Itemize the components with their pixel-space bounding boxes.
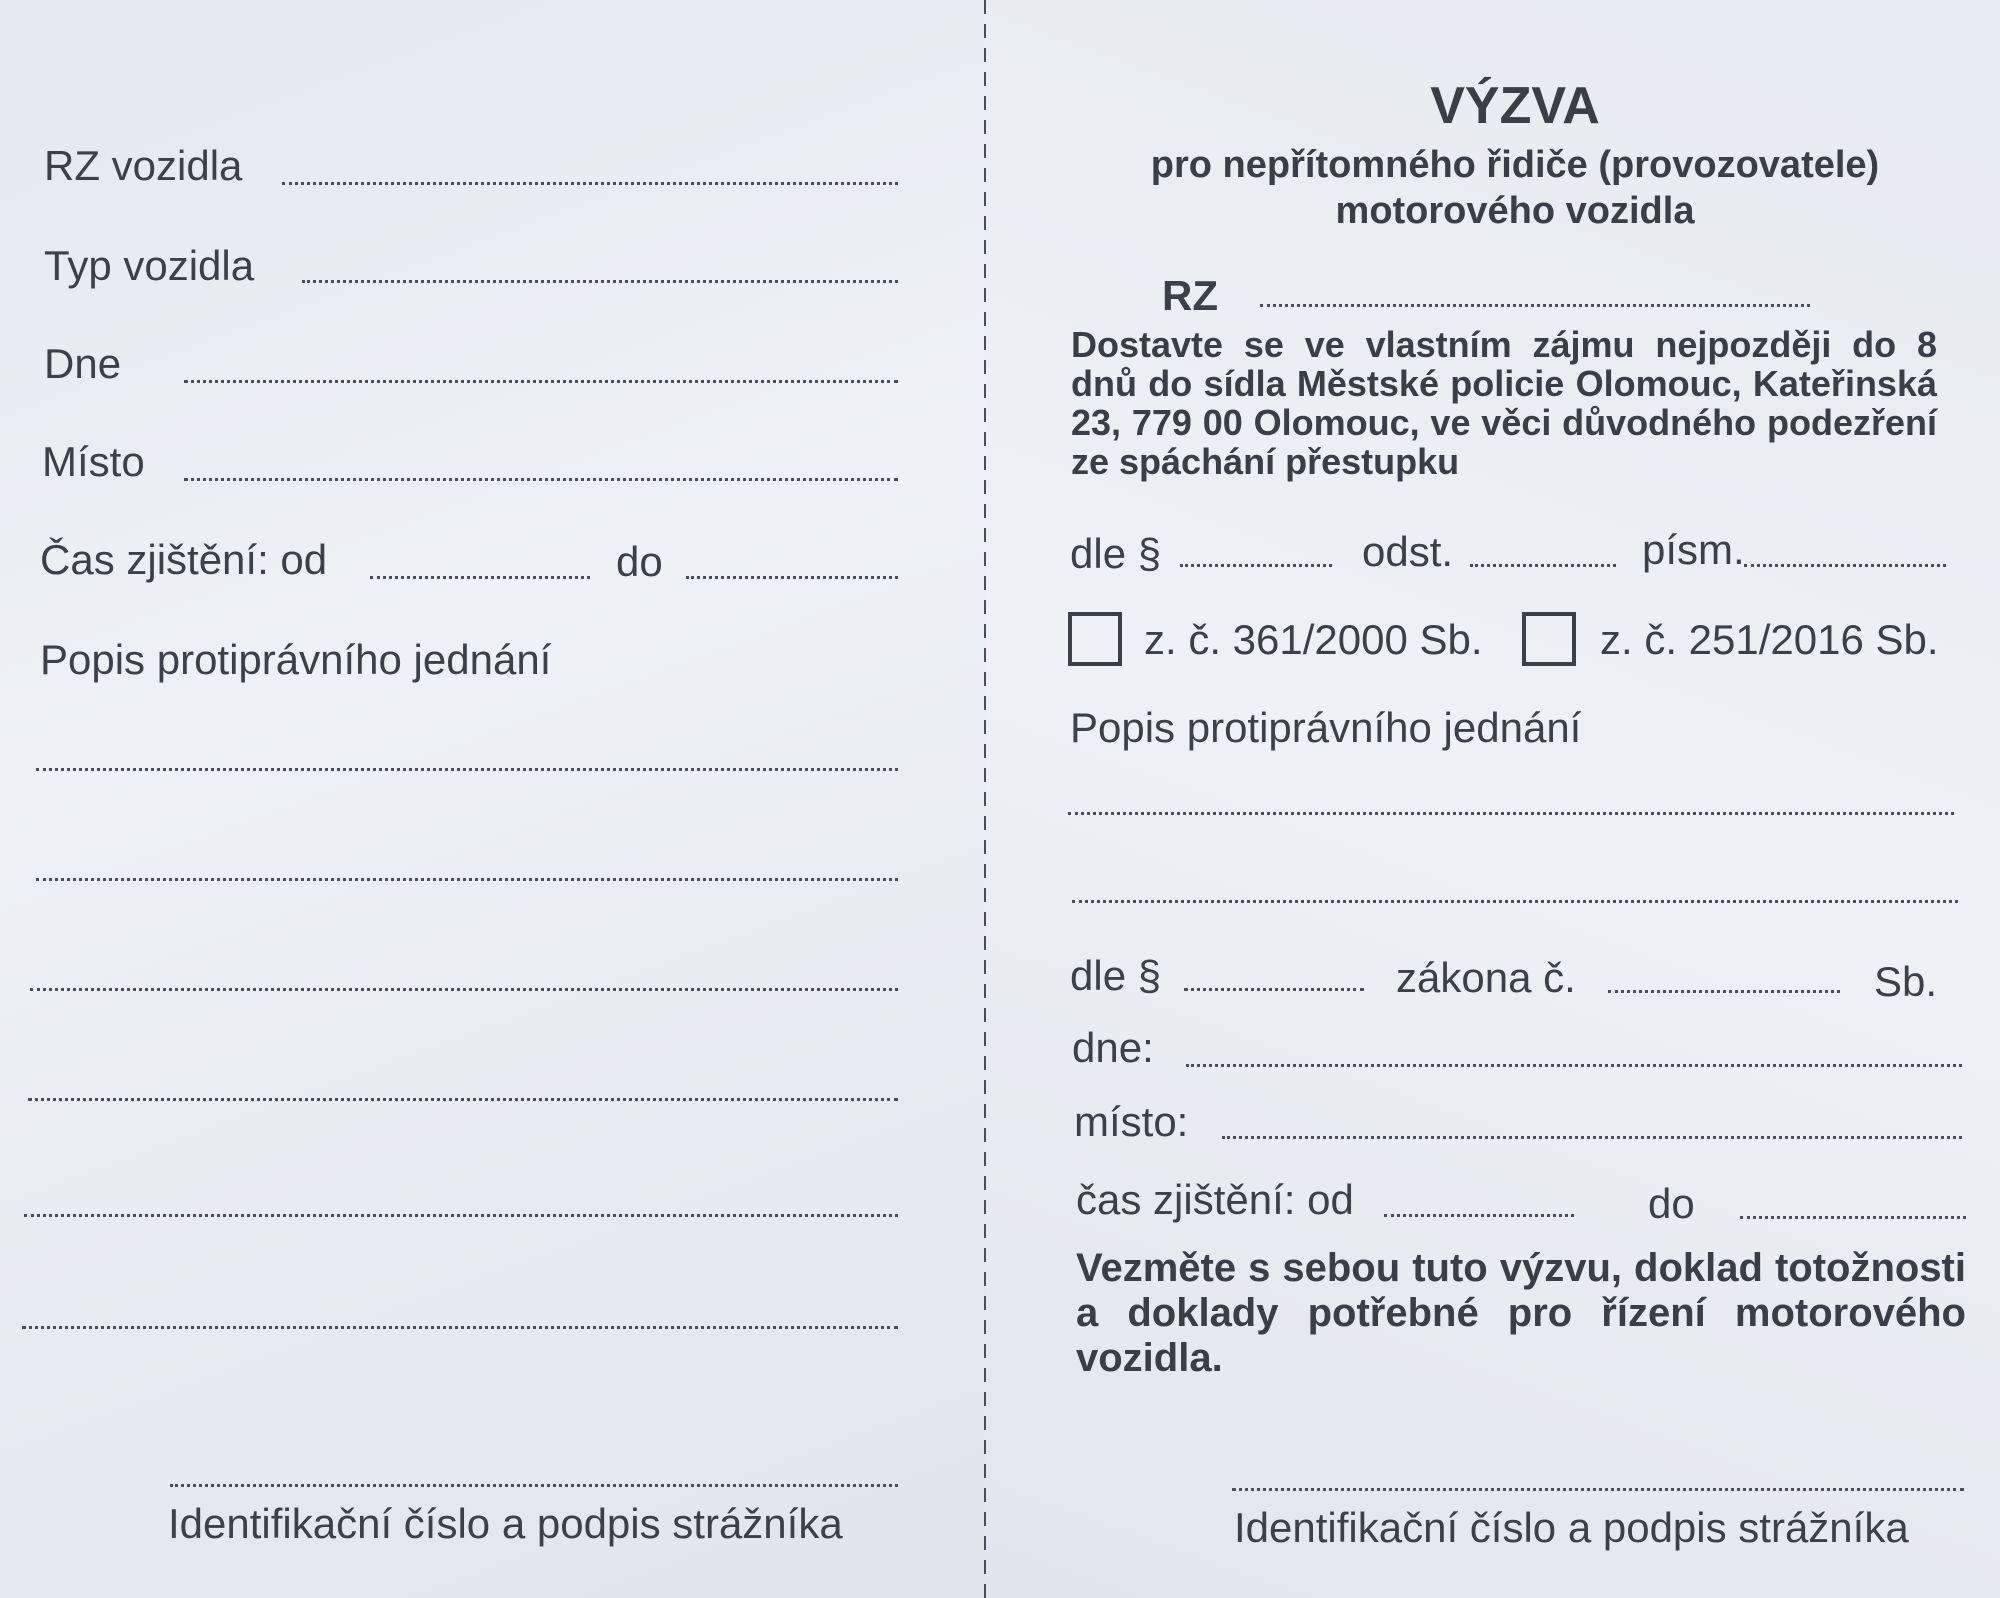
form-subtitle-line1: pro nepřítomného řidiče (provozovatele)	[1150, 144, 1880, 186]
left-signature-caption: Identifikační číslo a podpis strážníka	[168, 1500, 843, 1547]
pism-field[interactable]	[1744, 564, 1946, 567]
odst-field[interactable]	[1470, 564, 1616, 567]
dle-paragraph-label: dle §	[1070, 530, 1162, 577]
popis-label-right: Popis protiprávního jednání	[1070, 704, 1582, 751]
popis-right-line-1[interactable]	[1068, 812, 1954, 815]
typ-vozidla-label: Typ vozidla	[44, 242, 255, 289]
dne-field-right[interactable]	[1186, 1064, 1962, 1067]
popis-line-2[interactable]	[36, 878, 898, 881]
popis-right-line-2[interactable]	[1072, 900, 1958, 903]
dne-label: Dne	[44, 340, 122, 387]
popis-line-3[interactable]	[30, 988, 898, 991]
dle-paragraph-2-field[interactable]	[1184, 988, 1364, 991]
zakona-field[interactable]	[1608, 990, 1840, 993]
left-stub	[0, 0, 985, 1598]
dne-field[interactable]	[184, 380, 898, 383]
pism-label: písm.	[1642, 526, 1745, 573]
law-361-2000-label: z. č. 361/2000 Sb.	[1144, 616, 1483, 663]
instruction-text: Dostavte se ve vlastním zájmu nejpozději do 8 dnů do sídla Městské policie Olomouc, Kateřinská 23, 779 00 Olomouc, ve věci důvodného podezření ze spáchání přestupku	[1071, 324, 1937, 482]
right-signature-caption: Identifikační číslo a podpis strážníka	[1234, 1504, 1909, 1551]
rz-vozidla-label: RZ vozidla	[44, 142, 243, 189]
misto-field[interactable]	[184, 478, 898, 481]
popis-line-6[interactable]	[22, 1326, 898, 1329]
law-251-2016-checkbox[interactable]	[1522, 612, 1576, 666]
cas-do-label-right: do	[1648, 1180, 1695, 1227]
popis-line-4[interactable]	[28, 1098, 898, 1101]
odst-label: odst.	[1362, 528, 1454, 575]
perforation-line	[982, 0, 988, 1598]
cas-od-field[interactable]	[370, 576, 590, 579]
rz-field[interactable]	[1260, 304, 1810, 307]
typ-vozidla-field[interactable]	[302, 280, 898, 283]
rz-label: RZ	[1162, 272, 1218, 319]
cas-do-field-right[interactable]	[1740, 1216, 1966, 1219]
left-signature-field[interactable]	[170, 1484, 898, 1487]
dle-paragraph-2-label: dle §	[1070, 952, 1162, 999]
cas-do-field[interactable]	[686, 576, 898, 579]
form-title: VÝZVA	[1430, 77, 1600, 135]
law-251-2016-label: z. č. 251/2016 Sb.	[1600, 616, 1939, 663]
closing-instruction: Vezměte s sebou tuto výzvu, doklad totožnosti a doklady potřebné pro řízení motorového vozidla.	[1076, 1246, 1966, 1380]
form-subtitle-line2: motorového vozidla	[1335, 190, 1695, 232]
law-361-2000-checkbox[interactable]	[1068, 612, 1122, 666]
misto-field-right[interactable]	[1222, 1136, 1962, 1139]
cas-od-field-right[interactable]	[1384, 1214, 1574, 1217]
cas-od-label: Čas zjištění: od	[40, 536, 328, 583]
misto-label: Místo	[42, 438, 145, 485]
popis-line-1[interactable]	[36, 768, 898, 771]
dne-label-right: dne:	[1072, 1024, 1154, 1071]
popis-line-5[interactable]	[24, 1214, 898, 1217]
sb-label: Sb.	[1874, 958, 1938, 1005]
cas-do-label: do	[616, 538, 663, 585]
zakona-label: zákona č.	[1396, 954, 1576, 1001]
popis-label: Popis protiprávního jednání	[40, 636, 552, 683]
right-signature-field[interactable]	[1232, 1488, 1964, 1491]
rz-vozidla-field[interactable]	[282, 182, 898, 185]
cas-od-label-right: čas zjištění: od	[1076, 1176, 1354, 1223]
dle-paragraph-field[interactable]	[1180, 564, 1332, 567]
misto-label-right: místo:	[1074, 1098, 1189, 1145]
